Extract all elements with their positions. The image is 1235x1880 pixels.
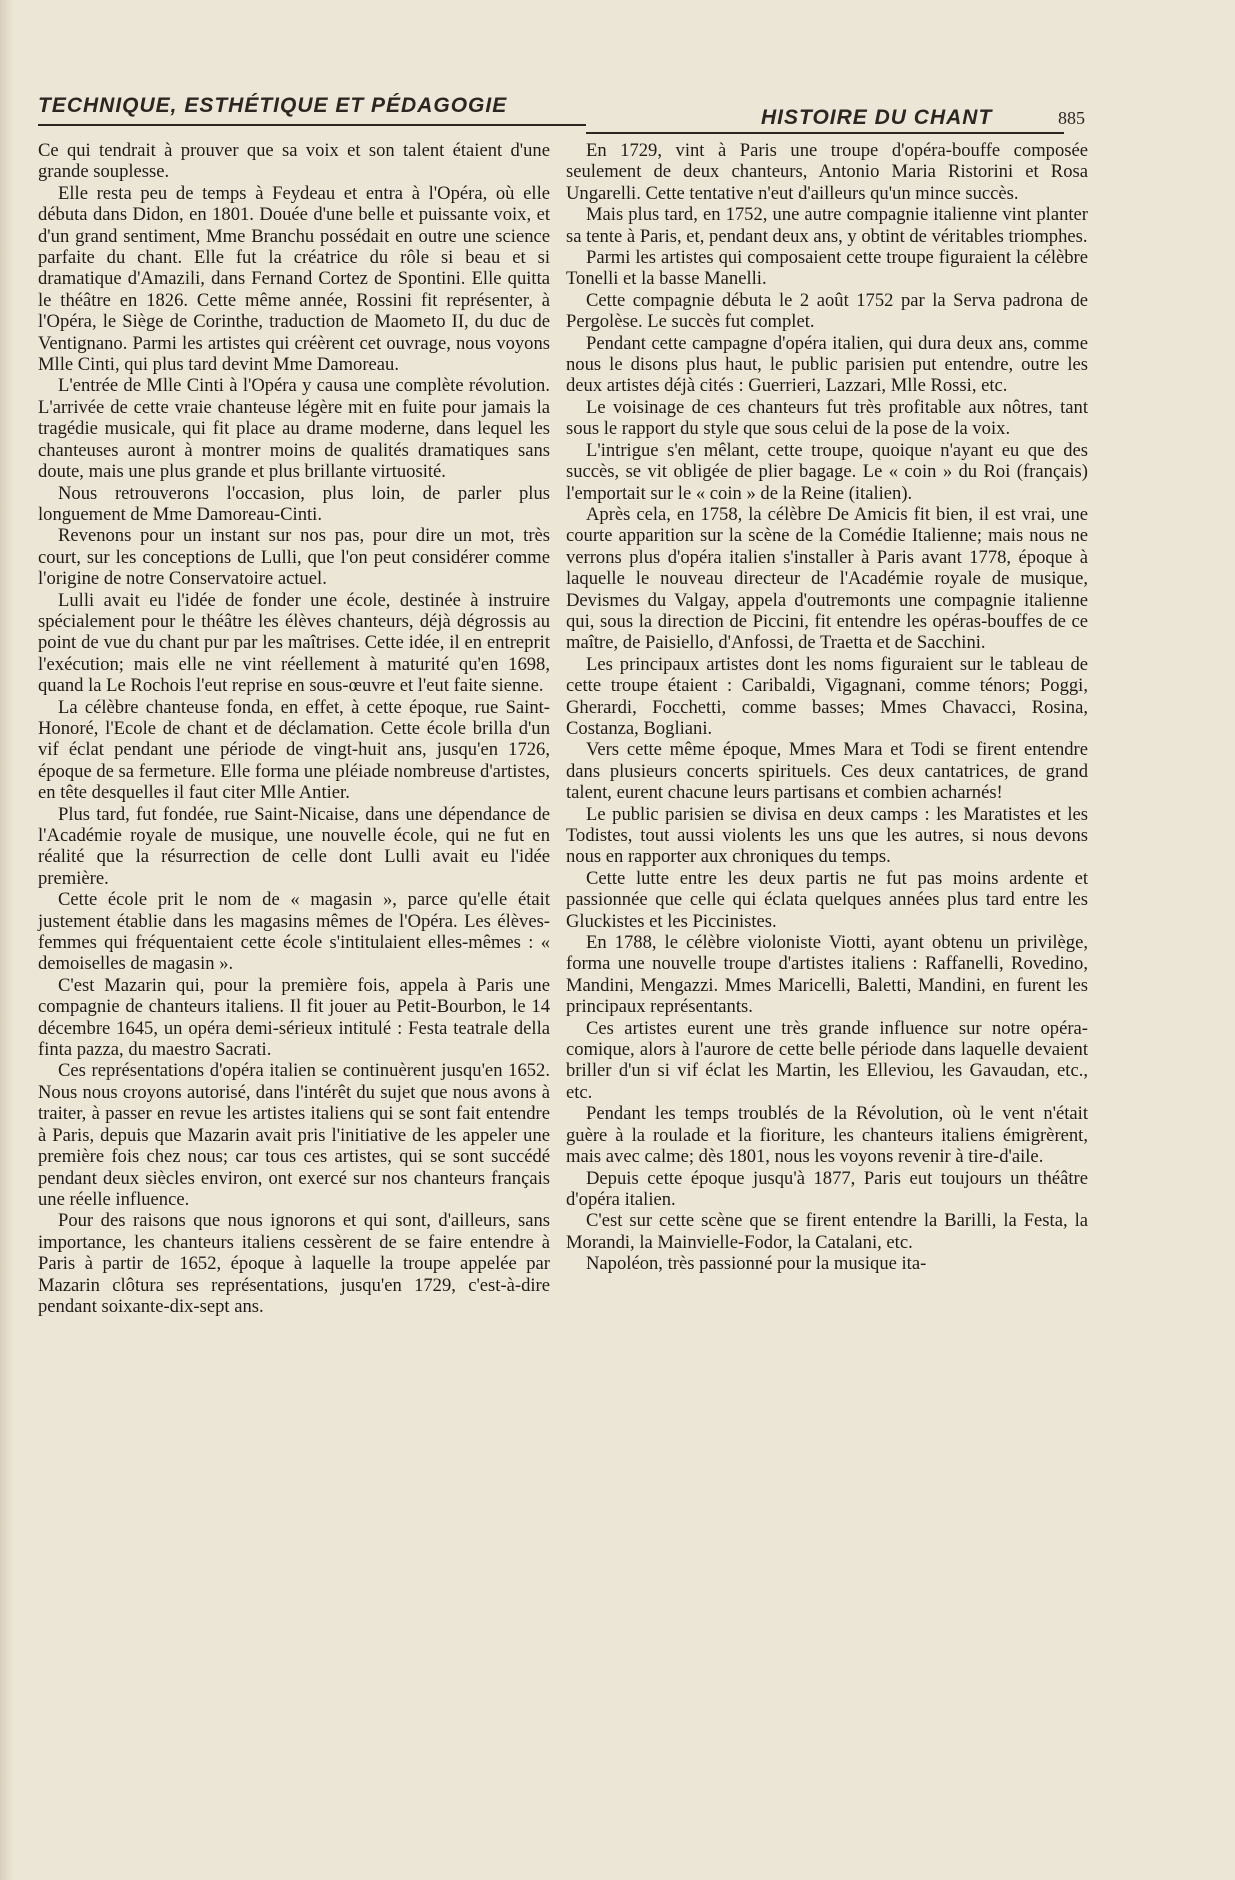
paragraph: Pendant cette campagne d'opéra italien, qui dura deux ans, comme nous le disons plus haut, le public parisien put entendre, outre les deux artistes déjà cités : Guerrieri, Lazzari, Mlle Rossi, etc. [566, 332, 1088, 397]
header-rule-left [38, 124, 586, 126]
paragraph: Elle resta peu de temps à Feydeau et entra à l'Opéra, où elle débuta dans Didon, en 1801. Douée d'une belle et puissante voix, et d'un grand sentiment, Mme Branchu possédait en outre une science parfaite du chant. Elle fut la créatrice du rôle si beau et si dramatique d'Amazili, dans Fernand Cortez de Spontini. Elle quitta le théâtre en 1826. Cette même année, Rossini fit représenter, à l'Opéra, le Siège de Corinthe, traduction de Maometo II, du duc de Ventignano. Parmi les artistes qui créèrent cet ouvrage, nous voyons Mlle Cinti, qui plus tard devint Mme Damoreau. [38, 182, 550, 376]
paragraph: C'est sur cette scène que se firent entendre la Barilli, la Festa, la Morandi, la Mainvielle-Fodor, la Catalani, etc. [566, 1210, 1088, 1253]
paragraph: L'intrigue s'en mêlant, cette troupe, quoique n'ayant eu que des succès, se vit obligée de plier bagage. Le « coin » du Roi (français) l'emportait sur le « coin » de la Reine (italien). [566, 439, 1088, 504]
paragraph: Le voisinage de ces chanteurs fut très profitable aux nôtres, tant sous le rapport du style que sous celui de la pose de la voix. [566, 396, 1088, 440]
paragraph: Les principaux artistes dont les noms figuraient sur le tableau de cette troupe étaient : Caribaldi, Vigagnani, comme ténors; Poggi, Gherardi, Focchetti, comme basses; Mmes Chavacci, Rosina, Costanza, Bogliani. [566, 653, 1088, 739]
paragraph: Revenons pour un instant sur nos pas, pour dire un mot, très court, sur les conceptions de Lulli, que l'on peut considérer comme l'origine de notre Conservatoire actuel. [38, 525, 550, 590]
paragraph: Vers cette même époque, Mmes Mara et Todi se firent entendre dans plusieurs concerts spirituels. Ces deux cantatrices, de grand talent, eurent chacune leurs partisans et combien acharnés! [566, 739, 1088, 804]
paragraph: C'est Mazarin qui, pour la première fois, appela à Paris une compagnie de chanteurs italiens. Il fit jouer au Petit-Bourbon, le 14 décembre 1645, un opéra demi-sérieux intitulé : Festa teatrale della finta pazza, du maestro Sacrati. [38, 974, 550, 1061]
paragraph: Parmi les artistes qui composaient cette troupe figuraient la célèbre Tonelli et la basse Manelli. [566, 247, 1088, 290]
paragraph: La célèbre chanteuse fonda, en effet, à cette époque, rue Saint-Honoré, l'Ecole de chant et de déclamation. Cette école brilla d'un vif éclat pendant une période de vingt-huit ans, jusqu'en 1726, époque de sa fermeture. Elle forma une pléiade nombreuse d'artistes, en tête desquelles il faut citer Mlle Antier. [38, 696, 550, 804]
header-right-title: HISTOIRE DU CHANT [761, 106, 993, 129]
paragraph: Le public parisien se divisa en deux camps : les Maratistes et les Todistes, tout aussi violents les uns que les autres, si nous devons nous en rapporter aux chroniques du temps. [566, 803, 1088, 868]
page-edge-shadow [0, 0, 14, 1880]
paragraph: Ces artistes eurent une très grande influence sur notre opéra-comique, alors à l'aurore de cette belle période dans laquelle devaient briller d'un si vif éclat les Martin, les Elleviou, les Gavaudan, etc., etc. [566, 1017, 1088, 1103]
header-left-title: TECHNIQUE, ESTHÉTIQUE ET PÉDAGOGIE [38, 94, 508, 117]
paragraph: Pendant les temps troublés de la Révolution, où le vent n'était guère à la roulade et la fioriture, les chanteurs italiens émigrèrent, mais avec calme; dès 1801, nous les voyons revenir à tire-d'aile. [566, 1103, 1088, 1168]
paragraph: Ces représentations d'opéra italien se continuèrent jusqu'en 1652. Nous nous croyons autorisé, dans l'intérêt du sujet que nous avons à traiter, à passer en revue les artistes italiens qui se sont fait entendre à Paris, depuis que Mazarin avait pris l'initiative de les appeler une première fois chez nous; car tous ces artistes, qui se sont succédé pendant deux siècles environ, ont exercé sur nos chanteurs français une réelle influence. [38, 1060, 550, 1210]
paragraph: En 1788, le célèbre violoniste Viotti, ayant obtenu un privilège, forma une nouvelle troupe d'artistes italiens : Raffanelli, Rovedino, Mandini, Mengazzi. Mmes Maricelli, Baletti, Mandini, en furent les principaux représentants. [566, 932, 1088, 1018]
paragraph: Nous retrouverons l'occasion, plus loin, de parler plus longuement de Mme Damoreau-Cinti. [38, 482, 550, 525]
page-number: 885 [1058, 108, 1085, 128]
right-column [566, 140, 1088, 1275]
paragraph: Lulli avait eu l'idée de fonder une école, destinée à instruire spécialement pour le théâtre les élèves chanteurs, déjà dégrossis au point de vue du chant pur par les maîtrises. Cette idée, il en entreprit l'exécution; mais elle ne vint réellement à maturité qu'en 1698, quand la Le Rochois l'eut reprise en sous-œuvre et l'eut faite sienne. [38, 589, 550, 697]
paragraph: L'entrée de Mlle Cinti à l'Opéra y causa une complète révolution. L'arrivée de cette vraie chanteuse légère mit en fuite pour jamais la tragédie musicale, qui fit place au drame moderne, dans lequel les chanteuses auront à montrer moins de qualités dramatiques sans doute, mais une plus grande et plus brillante virtuosité. [38, 375, 550, 483]
paragraph: En 1729, vint à Paris une troupe d'opéra-bouffe composée seulement de deux chanteurs, Antonio Maria Ristorini et Rosa Ungarelli. Cette tentative n'eut d'ailleurs qu'un mince succès. [566, 140, 1088, 204]
header-rule-right [586, 132, 1064, 134]
paragraph: Plus tard, fut fondée, rue Saint-Nicaise, dans une dépendance de l'Académie royale de musique, une nouvelle école, qui ne fut en réalité que la résurrection de celle dont Lulli avait eu l'idée première. [38, 803, 550, 889]
paragraph: Cette école prit le nom de « magasin », parce qu'elle était justement établie dans les magasins mêmes de l'Opéra. Les élèves-femmes qui fréquentaient cette école s'intitulaient elles-mêmes : « demoiselles de magasin ». [38, 889, 550, 975]
paragraph: Cette compagnie débuta le 2 août 1752 par la Serva padrona de Pergolèse. Le succès fut complet. [566, 289, 1088, 333]
left-column [38, 140, 550, 1317]
paragraph: Après cela, en 1758, la célèbre De Amicis fit bien, il est vrai, une courte apparition sur la scène de la Comédie Italienne; mais nous ne verrons plus d'opéra italien s'installer à Paris avant 1778, époque à laquelle le nouveau directeur de l'Académie royale de musique, Devismes du Valgay, appela d'outremonts une compagnie italienne qui, sous la direction de Piccini, fit entendre les opéras-bouffes de ce maître, de Paisiello, d'Anfossi, de Traetta et de Sacchini. [566, 503, 1088, 654]
paragraph: Pour des raisons que nous ignorons et qui sont, d'ailleurs, sans importance, les chanteurs italiens cessèrent de se faire entendre à Paris à partir de 1652, époque à laquelle la troupe appelée par Mazarin clôtura ses représentations, jusqu'en 1729, c'est-à-dire pendant soixante-dix-sept ans. [38, 1210, 550, 1317]
running-header [38, 94, 1085, 129]
paragraph: Depuis cette époque jusqu'à 1877, Paris eut toujours un théâtre d'opéra italien. [566, 1167, 1088, 1210]
paragraph: Mais plus tard, en 1752, une autre compagnie italienne vint planter sa tente à Paris, et, pendant deux ans, y obtint de véritables triomphes. [566, 204, 1088, 247]
paragraph: Ce qui tendrait à prouver que sa voix et son talent étaient d'une grande souplesse. [38, 140, 550, 183]
paragraph: Cette lutte entre les deux partis ne fut pas moins ardente et passionnée que celle qui éclata quelques années plus tard entre les Gluckistes et les Piccinistes. [566, 867, 1088, 932]
paragraph: Napoléon, très passionné pour la musique ita- [586, 1253, 927, 1275]
